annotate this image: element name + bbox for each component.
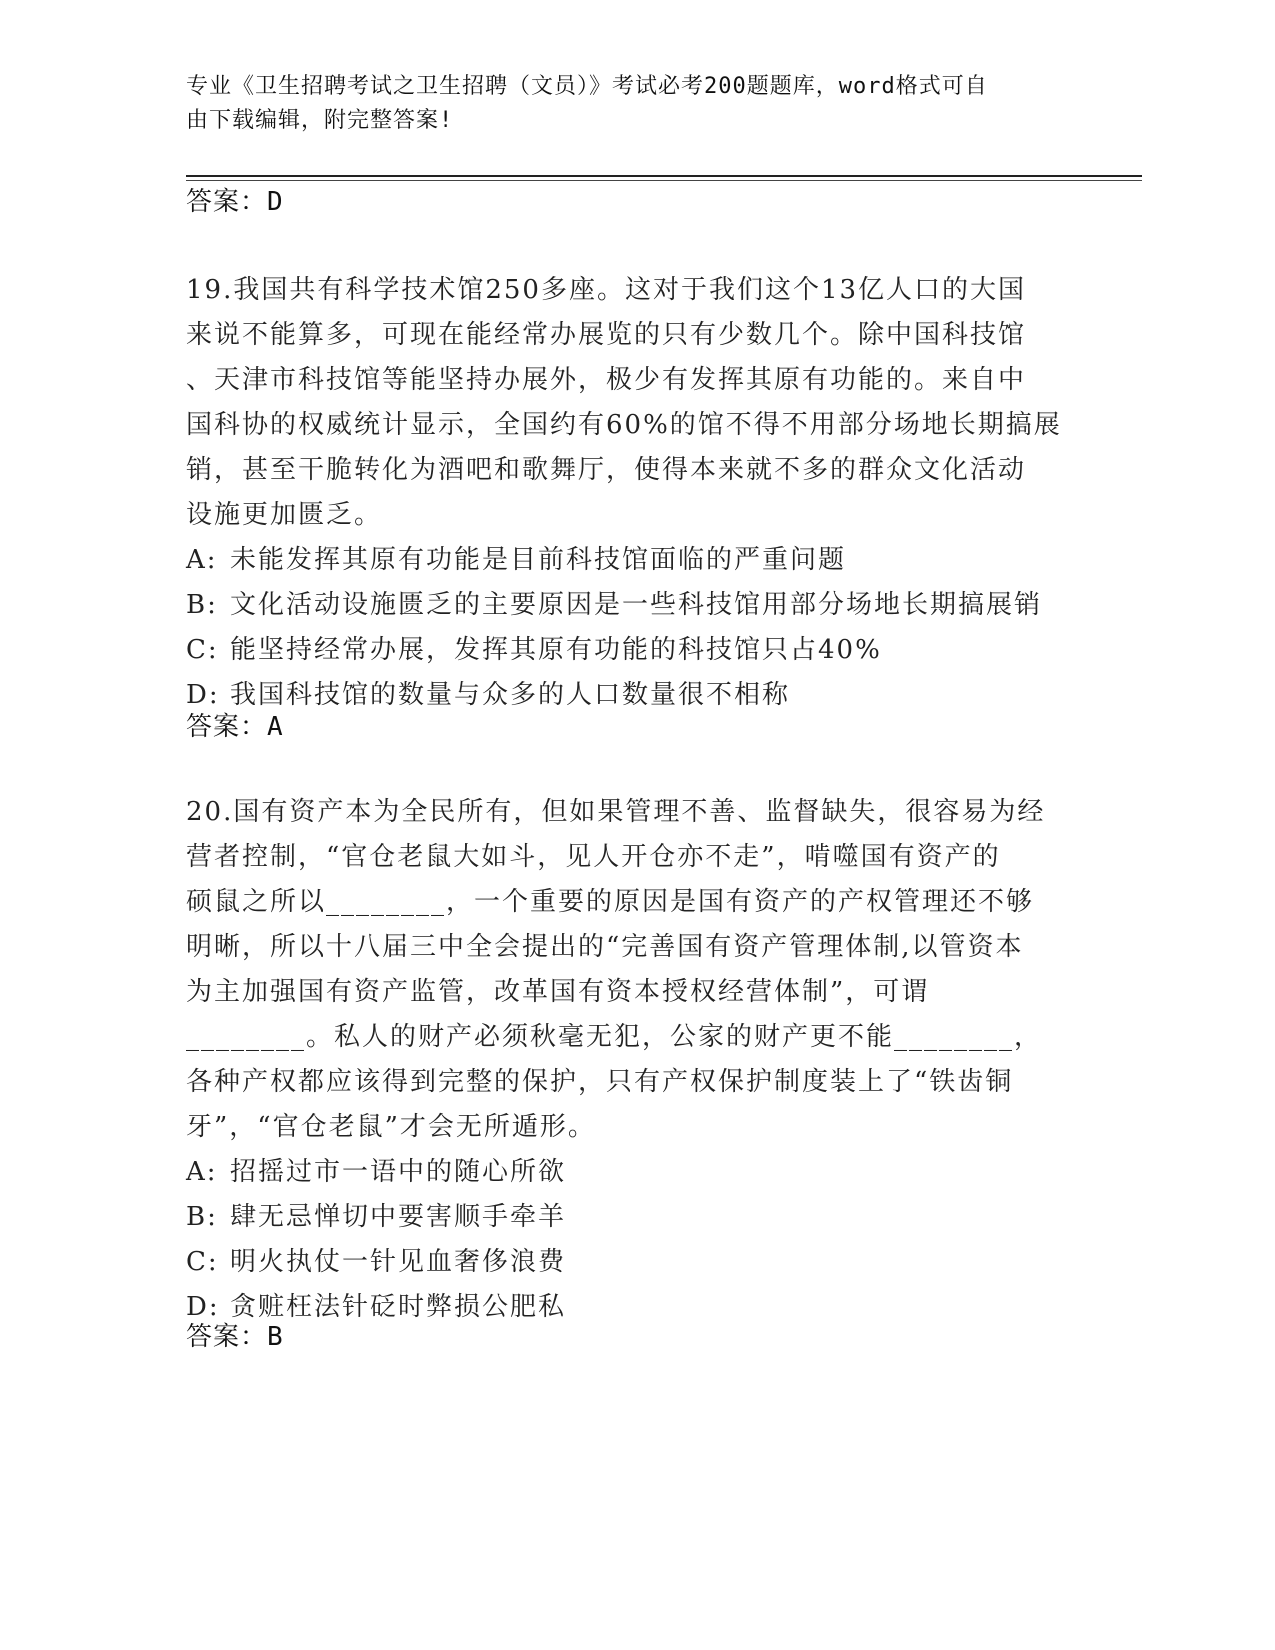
question-20 [186, 790, 1086, 1330]
option-label: A: [186, 545, 218, 575]
option-label: C: [186, 1247, 219, 1277]
question-19-stem-line: 19.我国共有科学技术馆250多座。这对于我们这个13亿人口的大国 [186, 275, 1027, 305]
answer-q20: 答案：B [186, 1322, 284, 1352]
question-19-stem-line: 国科协的权威统计显示，全国约有60%的馆不得不用部分场地长期搞展 [186, 410, 1062, 440]
question-20-option-c [186, 1240, 1086, 1285]
header-divider-thin [186, 180, 1142, 181]
question-20-option-b [186, 1195, 1086, 1240]
question-19-stem-line: 销，甚至干脆转化为酒吧和歌舞厅，使得本来就不多的群众文化活动 [186, 455, 1027, 485]
question-19-stem-line: 、天津市科技馆等能坚持办展外，极少有发挥其原有功能的。来自中 [186, 365, 1027, 395]
question-19-option-d [186, 673, 1086, 718]
answer-q19: 答案：A [186, 712, 284, 742]
option-label: C: [186, 635, 219, 665]
option-text: 招摇过市一语中的随心所欲 [230, 1157, 567, 1187]
question-20-stem-line: 明晰，所以十八届三中全会提出的“完善国有资产管理体制,以管资本 [186, 932, 1024, 962]
question-20-stem-line: 20.国有资产本为全民所有，但如果管理不善、监督缺失，很容易为经 [186, 797, 1046, 827]
header-line-2: 由下载编辑，附完整答案! [186, 108, 454, 133]
header-divider-thick [186, 175, 1142, 177]
document-header [186, 70, 1066, 138]
question-20-option-d [186, 1285, 1086, 1330]
option-label: D: [186, 1292, 220, 1322]
option-text: 肆无忌惮切中要害顺手牵羊 [230, 1202, 567, 1232]
header-line-1: 专业《卫生招聘考试之卫生招聘（文员）》考试必考200题题库，word格式可自 [186, 74, 988, 99]
question-19-stem-line: 来说不能算多，可现在能经常办展览的只有少数几个。除中国科技馆 [186, 320, 1027, 350]
question-20-stem-line: 硕鼠之所以________，一个重要的原因是国有资产的产权管理还不够 [186, 887, 1035, 917]
option-label: B: [186, 1202, 218, 1232]
question-20-stem-line: 为主加强国有资产监管，改革国有资本授权经营体制”，可谓 [186, 977, 930, 1007]
option-label: B: [186, 590, 218, 620]
option-text: 文化活动设施匮乏的主要原因是一些科技馆用部分场地长期搞展销 [230, 590, 1043, 620]
answer-q18: 答案：D [186, 187, 284, 217]
question-19 [186, 268, 1086, 718]
question-20-stem-line: ________。私人的财产必须秋毫无犯，公家的财产更不能________， [186, 1022, 1043, 1052]
option-label: D: [186, 680, 220, 710]
question-20-stem-line: 各种产权都应该得到完整的保护，只有产权保护制度装上了“铁齿铜 [186, 1067, 1014, 1097]
question-19-option-a [186, 538, 1086, 583]
option-text: 明火执仗一针见血奢侈浪费 [230, 1247, 567, 1277]
question-20-option-a [186, 1150, 1086, 1195]
question-19-option-b [186, 583, 1086, 628]
question-19-stem-line: 设施更加匮乏。 [186, 500, 383, 530]
option-text: 我国科技馆的数量与众多的人口数量很不相称 [230, 680, 791, 710]
option-label: A: [186, 1157, 218, 1187]
question-19-option-c [186, 628, 1086, 673]
question-20-stem-line: 牙”，“官仓老鼠”才会无所遁形。 [186, 1112, 596, 1142]
option-text: 能坚持经常办展，发挥其原有功能的科技馆只占40% [230, 635, 882, 665]
option-text: 贪赃枉法针砭时弊损公肥私 [230, 1292, 567, 1322]
question-20-stem-line: 营者控制，“官仓老鼠大如斗，见人开仓亦不走”，啃噬国有资产的 [186, 842, 1001, 872]
option-text: 未能发挥其原有功能是目前科技馆面临的严重问题 [230, 545, 847, 575]
